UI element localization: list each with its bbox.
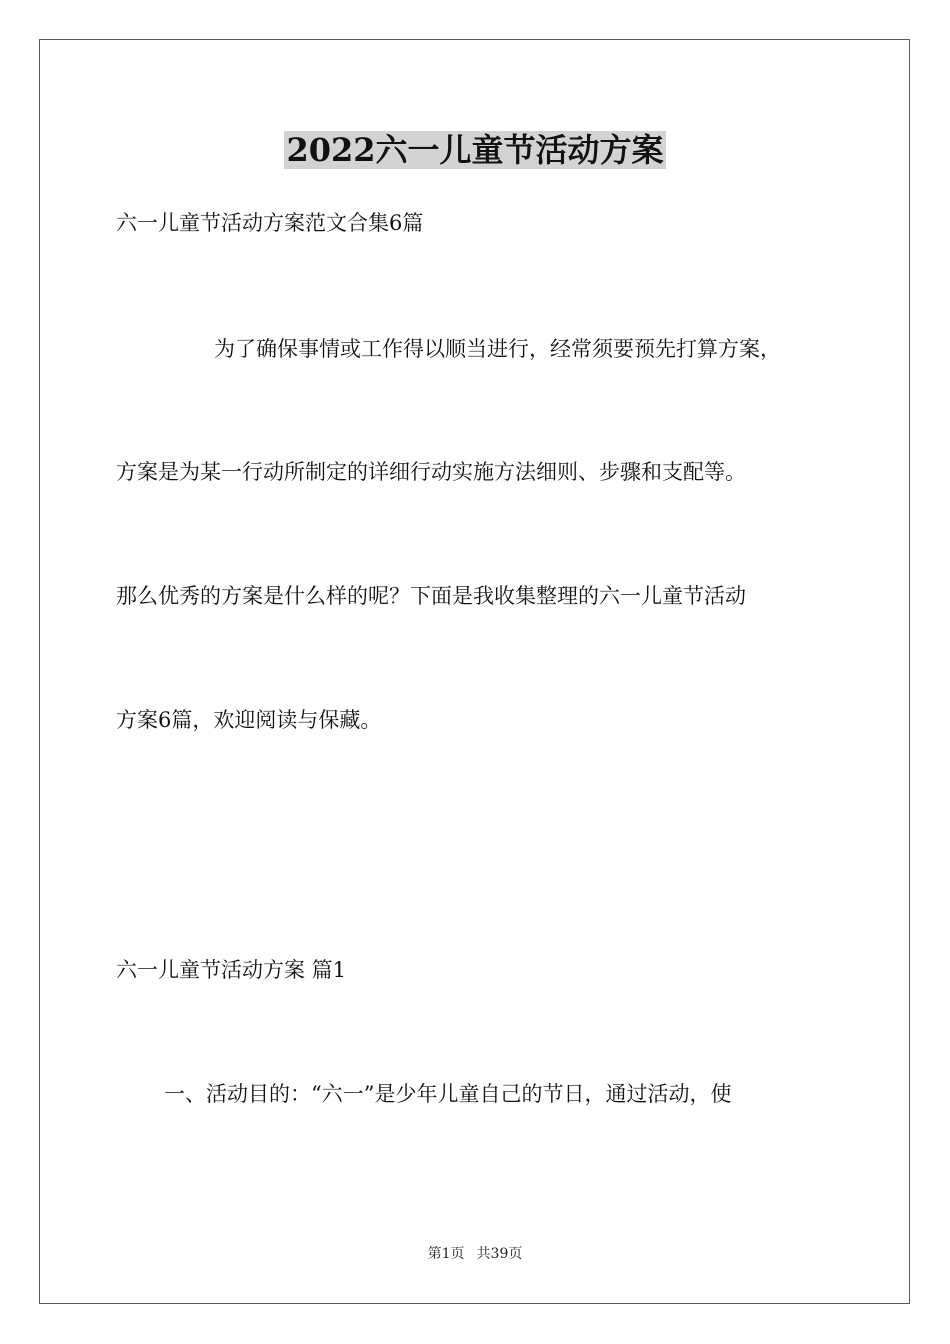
document-subtitle: 六一儿童节活动方案范文合集6篇 [116, 211, 424, 235]
section-paragraph-line-1: 一、活动目的：“六一”是少年儿童自己的节日，通过活动，使 [164, 1082, 732, 1106]
document-title-text: 2022六一儿童节活动方案 [286, 131, 664, 169]
page-number-total: 共39页 [476, 1246, 523, 1262]
page-number-current: 第1页 [427, 1246, 465, 1262]
page-footer [0, 1244, 950, 1264]
intro-line-1: 为了确保事情或工作得以顺当进行，经常须要预先打算方案， [214, 337, 781, 361]
intro-line-3: 那么优秀的方案是什么样的呢？下面是我收集整理的六一儿童节活动 [116, 584, 746, 608]
document-title [0, 124, 950, 176]
intro-line-4: 方案6篇，欢迎阅读与保藏。 [116, 708, 382, 732]
section-heading: 六一儿童节活动方案 篇1 [116, 958, 347, 982]
intro-line-2: 方案是为某一行动所制定的详细行动实施方法细则、步骤和支配等。 [116, 460, 746, 484]
